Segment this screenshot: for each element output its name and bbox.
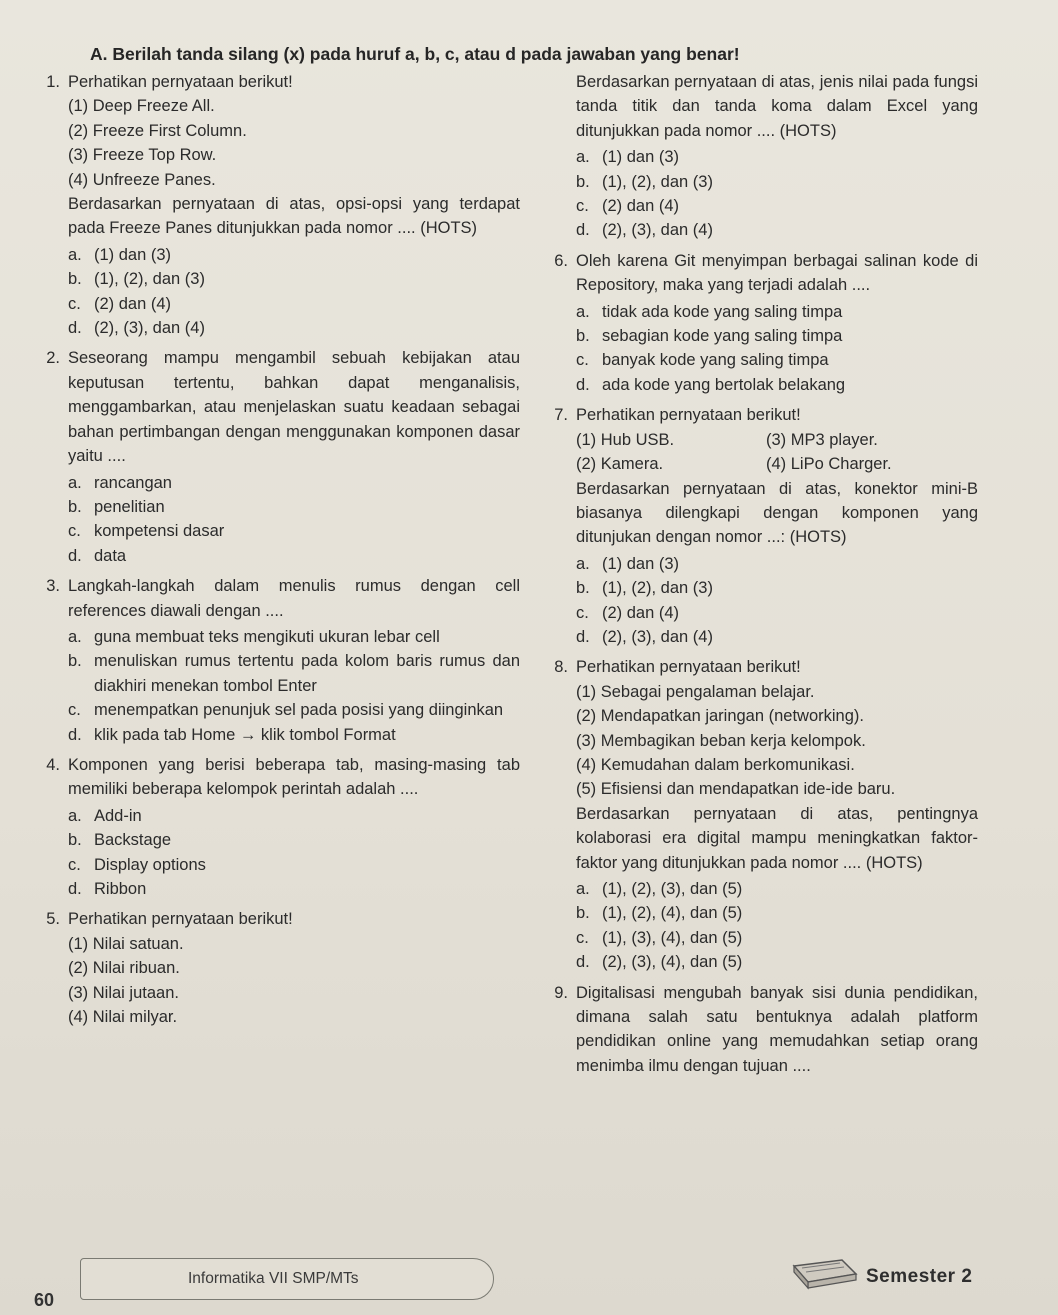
answer-option[interactable]: a. Add-in <box>68 806 142 825</box>
question-intro: Perhatikan pernyataan berikut! <box>68 73 293 91</box>
answer-option[interactable]: b. (1), (2), (4), dan (5) <box>576 904 743 923</box>
answer-option[interactable]: a. guna membuat teks mengikuti ukuran lebar cell <box>68 627 440 646</box>
answer-option[interactable]: a. tidak ada kode yang saling timpa <box>576 302 843 321</box>
answer-option[interactable]: d. Ribbon <box>68 880 147 898</box>
answer-option[interactable]: b. Backstage <box>68 831 172 850</box>
question-number: 6. <box>554 251 568 270</box>
question-2 <box>30 346 520 568</box>
question-1 <box>30 70 520 340</box>
statement: (4) Nilai milyar. <box>68 1008 178 1027</box>
answer-option[interactable]: a. (1) dan (3) <box>576 554 680 573</box>
answer-option[interactable]: c. (1), (3), (4), dan (5) <box>576 928 743 947</box>
answer-option[interactable]: d. (2), (3), dan (4) <box>68 319 205 338</box>
answer-option[interactable]: c. (2) dan (4) <box>68 294 172 313</box>
question-3 <box>30 574 520 747</box>
answer-option[interactable]: b. penelitian <box>68 497 165 516</box>
statement: (4) LiPo Charger. <box>766 455 892 474</box>
answer-option[interactable]: b. sebagian kode yang saling timpa <box>576 327 843 346</box>
answer-option[interactable]: a. (1) dan (3) <box>68 245 172 264</box>
answer-option[interactable]: c. banyak kode yang saling timpa <box>576 351 829 370</box>
question-6 <box>538 249 978 397</box>
question-number: 7. <box>554 406 568 425</box>
question-number: 8. <box>554 658 568 677</box>
question-number: 4. <box>46 755 60 774</box>
answer-option[interactable]: b. menuliskan rumus tertentu pada kolom baris rumus dan diakhiri menekan tombol Enter <box>68 652 520 695</box>
statement: (1) Sebagai pengalaman belajar. <box>576 682 815 701</box>
question-9 <box>538 981 978 1079</box>
question-number: 1. <box>46 73 60 91</box>
question-text: Langkah-langkah dalam menulis rumus dengan cell references diawali dengan .... <box>68 577 520 620</box>
question-8 <box>538 655 978 974</box>
statement: (4) Unfreeze Panes. <box>68 170 216 189</box>
question-number: 3. <box>46 577 60 596</box>
notebook-icon <box>790 1256 862 1296</box>
answer-option[interactable]: b. (1), (2), dan (3) <box>68 270 205 289</box>
question-7 <box>538 403 978 649</box>
statement: (5) Efisiensi dan mendapatkan ide-ide baru. <box>576 780 896 799</box>
page-number: 60 <box>34 1290 55 1310</box>
page-footer <box>0 1250 1058 1315</box>
left-column <box>30 70 520 1029</box>
statement: (2) Freeze First Column. <box>68 121 247 140</box>
answer-option[interactable]: c. kompetensi dasar <box>68 522 225 541</box>
question-text: Digitalisasi mengubah banyak sisi dunia pendidikan, dimana salah satu bentuknya adalah platform pendidikan online yang memudahkan setiap orang menimba ilmu dengan tujuan .... <box>576 983 978 1075</box>
question-5-continued <box>538 70 978 243</box>
statement: (3) Freeze Top Row. <box>68 146 217 165</box>
question-intro: Perhatikan pernyataan berikut! <box>576 406 801 425</box>
answer-option[interactable]: c. (2) dan (4) <box>576 603 680 622</box>
statement: (4) Kemudahan dalam berkomunikasi. <box>576 755 855 774</box>
answer-option[interactable]: b. (1), (2), dan (3) <box>576 172 713 191</box>
statement: (1) Deep Freeze All. <box>68 97 215 116</box>
question-text: Berdasarkan pernyataan di atas, opsi-opsi yang terdapat pada Freeze Panes ditunjukkan pada nomor .... (HOTS) <box>68 195 520 238</box>
answer-option[interactable]: d. (2), (3), dan (4) <box>576 627 713 646</box>
statement: (2) Kamera. <box>576 455 664 474</box>
question-intro: Perhatikan pernyataan berikut! <box>68 910 293 929</box>
statement: (3) Membagikan beban kerja kelompok. <box>576 731 866 750</box>
question-text: Komponen yang berisi beberapa tab, masing-masing tab memiliki beberapa kelompok perintah adalah .... <box>68 755 520 799</box>
statement: (3) Nilai jutaan. <box>68 983 179 1002</box>
question-intro: Perhatikan pernyataan berikut! <box>576 658 801 677</box>
answer-option[interactable]: b. (1), (2), dan (3) <box>576 579 713 598</box>
question-5 <box>30 907 520 1029</box>
question-text: Berdasarkan pernyataan di atas, konektor mini-B biasanya dilengkapi dengan komponen yang ditunjukan dengan nomor ...: (HOTS) <box>576 479 978 547</box>
section-instruction: A. Berilah tanda silang (x) pada huruf a, b, c, atau d pada jawaban yang benar! <box>90 44 740 64</box>
answer-option[interactable]: c. menempatkan penunjuk sel pada posisi yang diinginkan <box>68 701 504 720</box>
question-4 <box>30 753 520 901</box>
question-text: Berdasarkan pernyataan di atas, jenis nilai pada fungsi tanda titik dan tanda koma dalam Excel yang ditunjukkan pada nomor .... (HOTS) <box>576 73 978 140</box>
semester-label: Semester 2 <box>866 1266 973 1287</box>
statement: (2) Nilai ribuan. <box>68 959 180 978</box>
statement: (1) Nilai satuan. <box>68 934 184 953</box>
answer-option[interactable]: c. (2) dan (4) <box>576 197 680 216</box>
question-number: 9. <box>554 983 568 1002</box>
question-number: 2. <box>46 349 60 368</box>
answer-option[interactable]: a. rancangan <box>68 473 172 492</box>
book-title: Informatika VII SMP/MTs <box>188 1270 359 1287</box>
question-text: Oleh karena Git menyimpan berbagai salinan kode di Repository, maka yang terjadi adalah .... <box>576 251 978 295</box>
answer-option[interactable]: d. (2), (3), dan (4) <box>576 221 713 240</box>
statement: (3) MP3 player. <box>766 430 878 449</box>
right-column <box>538 70 978 1078</box>
answer-option[interactable]: d. data <box>68 546 127 565</box>
answer-option[interactable]: c. Display options <box>68 855 206 874</box>
answer-option[interactable]: d. klik pada tab Home → klik tombol Format <box>68 725 396 744</box>
answer-option[interactable]: d. ada kode yang bertolak belakang <box>576 375 846 394</box>
answer-option[interactable]: d. (2), (3), (4), dan (5) <box>576 953 743 972</box>
statement: (1) Hub USB. <box>576 430 675 449</box>
question-number: 5. <box>46 910 60 929</box>
question-text: Seseorang mampu mengambil sebuah kebijakan atau keputusan tertentu, bahkan dapat menganalisis, menggambarkan, atau menjelaskan suatu keadaan sebagai bahan pertimbangan dengan menggunakan komponen dasar yaitu .... <box>68 349 520 466</box>
answer-option[interactable]: a. (1), (2), (3), dan (5) <box>576 880 743 898</box>
question-text: Berdasarkan pernyataan di atas, pentingnya kolaborasi era digital mampu meningkatkan faktor-faktor yang ditunjukkan pada nomor .... (HOTS) <box>576 804 978 872</box>
answer-option[interactable]: a. (1) dan (3) <box>576 148 680 167</box>
statement: (2) Mendapatkan jaringan (networking). <box>576 707 864 726</box>
